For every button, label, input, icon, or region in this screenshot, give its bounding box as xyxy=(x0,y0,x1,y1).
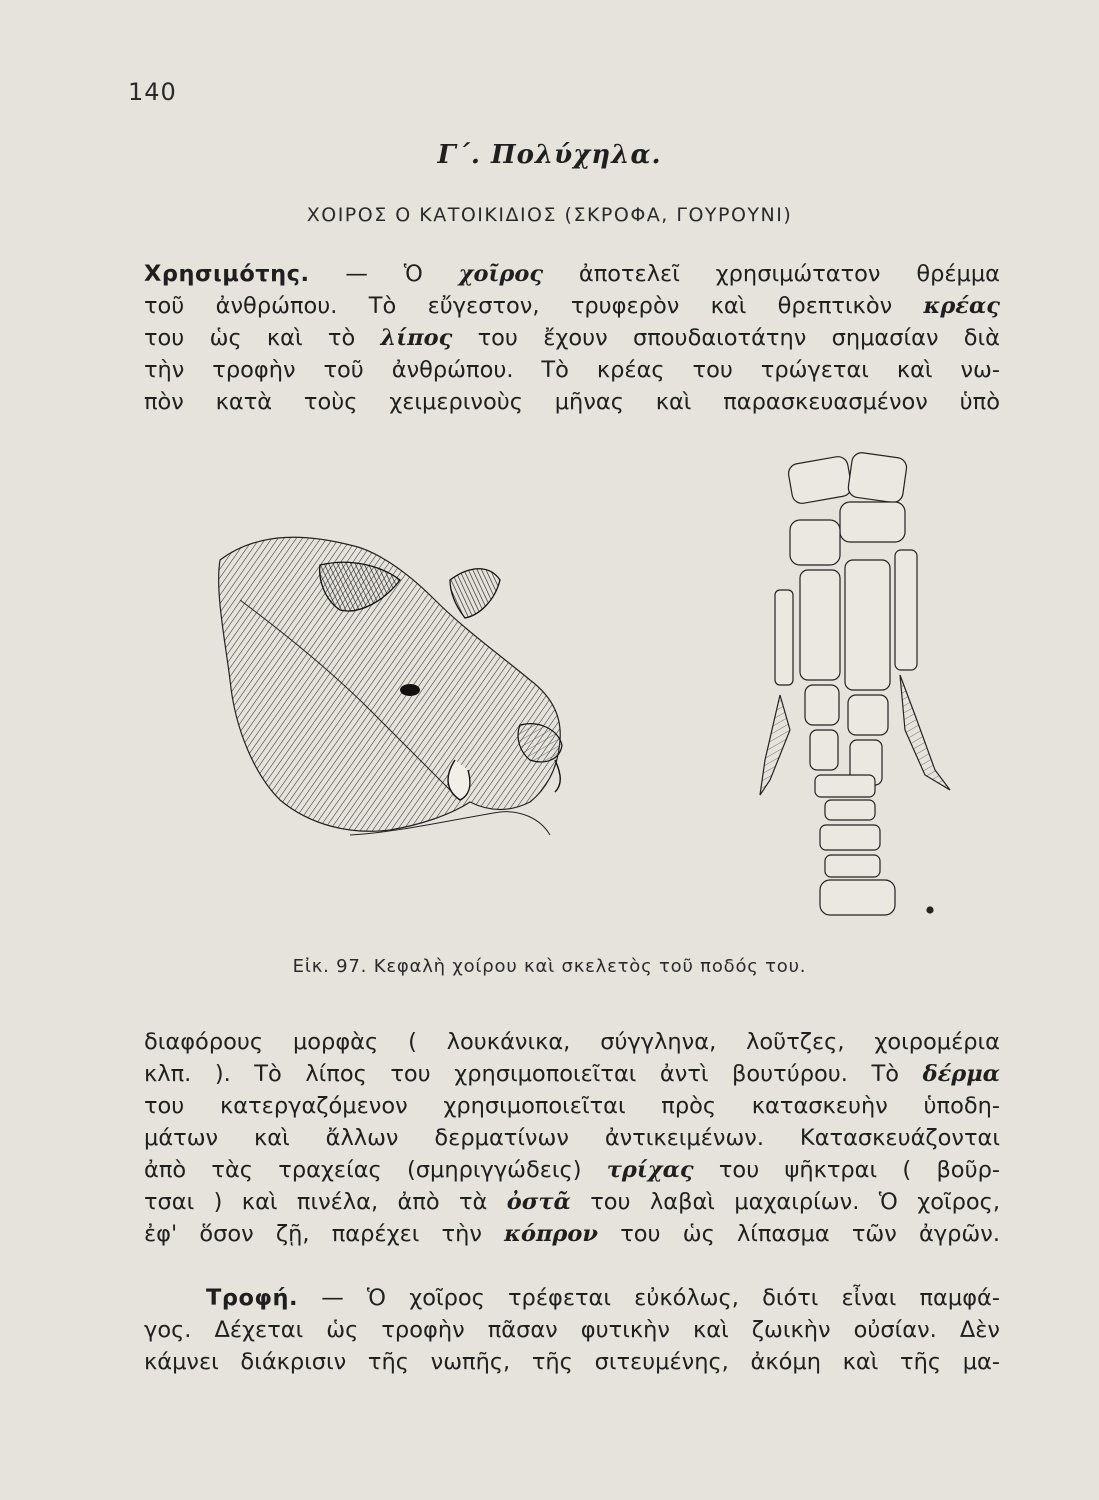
paragraph-usefulness xyxy=(144,258,1000,418)
text-line xyxy=(144,290,1000,322)
emphasis-word: δέρμα xyxy=(922,1061,1000,1087)
text-line: τὴν τροφὴν τοῦ ἀνθρώπου. Τὸ κρέας του τρώγεται καὶ νω- xyxy=(144,357,1000,383)
text-span: του ὡς καὶ τὸ xyxy=(144,325,381,351)
text-span: ἀπὸ τὰς τραχείας (σμηριγγώδεις) xyxy=(144,1157,607,1183)
foot-skeleton-drawing xyxy=(760,451,950,915)
emphasis-word: ὀστᾶ xyxy=(506,1189,571,1215)
text-span: κλπ. ). Τὸ λίπος του χρησιμοποιεῖται ἀντὶ βουτύρου. Τὸ xyxy=(144,1061,923,1087)
text-line: μάτων καὶ ἄλλων δερματίνων ἀντικειμένων. Κατασκευάζονται xyxy=(144,1125,1000,1151)
figure-caption: Εἰκ. 97. Κεφαλὴ χοίρου καὶ σκελετὸς τοῦ ποδός του. xyxy=(292,956,807,977)
text-span: ἀποτελεῖ χρησιμώτατον θρέμμα xyxy=(543,261,1000,287)
text-line: κάμνει διάκρισιν τῆς νωπῆς, τῆς σιτευμένης, ἀκόμη καὶ τῆς μα- xyxy=(144,1349,1000,1375)
text-line xyxy=(144,1154,1000,1186)
text-span: τσαι ) καὶ πινέλα, ἀπὸ τὰ xyxy=(144,1189,507,1215)
text-line xyxy=(144,1218,1000,1250)
text-line: διαφόρους μορφὰς ( λουκάνικα, σύγγληνα, λοῦτζες, χοιρομέρια xyxy=(144,1029,1000,1055)
paragraph-feeding xyxy=(144,1282,1000,1378)
emphasis-word: τρίχας xyxy=(606,1157,694,1183)
text-line: γος. Δέχεται ὡς τροφὴν πᾶσαν φυτικὴν καὶ ζωικὴν οὐσίαν. Δὲν xyxy=(144,1317,1000,1343)
text-line xyxy=(144,322,1000,354)
text-span: του ὡς λίπασμα τῶν ἀγρῶν. xyxy=(598,1221,1000,1247)
text-line xyxy=(144,1058,1000,1090)
subheading-feeding: Τροφή. xyxy=(206,1285,299,1311)
subheading-usefulness: Χρησιμότης. xyxy=(144,261,310,287)
emphasis-word: λίπος xyxy=(380,325,453,351)
emphasis-word: κόπρον xyxy=(504,1221,599,1247)
species-title: ΧΟΙΡΟΣ Ο ΚΑΤΟΙΚΙΔΙΟΣ (ΣΚΡΟΦΑ, ΓΟΥΡΟΥΝΙ) xyxy=(306,204,793,226)
emphasis-word: χοῖρος xyxy=(458,261,544,287)
text-line xyxy=(144,1282,1000,1314)
paragraph-uses xyxy=(144,1026,1000,1250)
emphasis-word: κρέας xyxy=(923,293,1000,319)
text-line xyxy=(144,258,1000,290)
text-span: — Ὁ χοῖρος τρέφεται εὐκόλως, διότι εἶναι παμφά- xyxy=(298,1285,1000,1311)
text-span: του ἔχουν σπουδαιοτάτην σημασίαν διὰ xyxy=(452,325,1000,351)
text-span: του ψῆκτραι ( βοῦρ- xyxy=(693,1157,1000,1183)
figure-pig-head-and-foot-skeleton xyxy=(200,440,980,950)
text-line: του κατεργαζόμενον χρησιμοποιεῖται πρὸς κατασκευὴν ὑποδη- xyxy=(144,1093,1000,1119)
section-title: Γ΄. Πολύχηλα. xyxy=(437,140,662,170)
text-line xyxy=(144,1186,1000,1218)
text-span: ἐφ' ὅσον ζῇ, παρέχει τὴν xyxy=(144,1221,505,1247)
text-line: πὸν κατὰ τοὺς χειμερινοὺς μῆνας καὶ παρασκευασμένον ὑπὸ xyxy=(144,389,1000,415)
text-span: — Ὁ xyxy=(309,261,459,287)
illustration xyxy=(200,440,980,950)
text-span: του λαβαὶ μαχαιρίων. Ὁ χοῖρος, xyxy=(570,1189,1000,1215)
pig-head-drawing xyxy=(219,537,562,835)
text-span: τοῦ ἀνθρώπου. Τὸ εὔγεστον, τρυφερὸν καὶ θρεπτικὸν xyxy=(144,293,924,319)
page-number: 140 xyxy=(128,78,177,106)
